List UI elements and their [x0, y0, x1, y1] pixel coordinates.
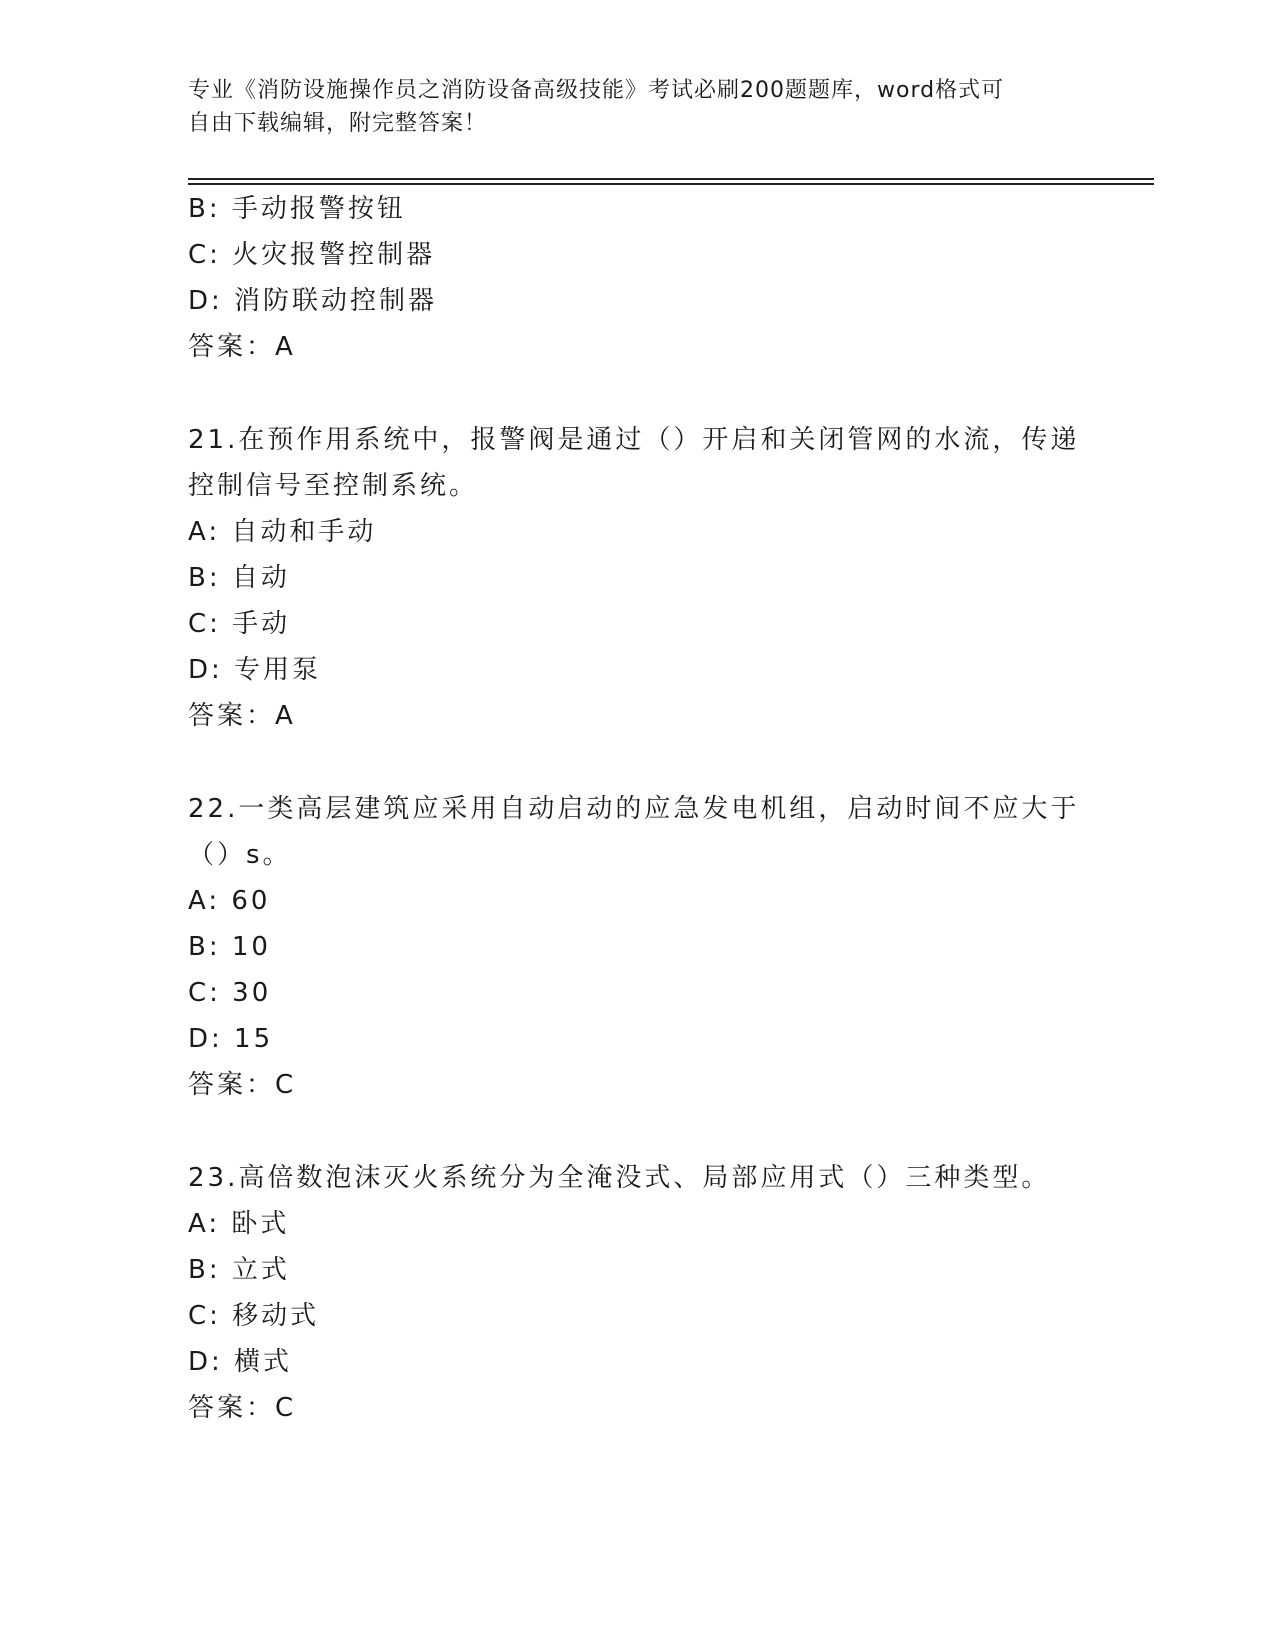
option-d: D: 专用泵 — [188, 655, 322, 685]
header-line-2: 自由下载编辑，附完整答案！ — [188, 111, 488, 136]
question-text-line-2: （）s。 — [188, 840, 292, 870]
option-b: B: 立式 — [188, 1255, 290, 1285]
option-c: C: 手动 — [188, 609, 291, 639]
option-c: C: 30 — [188, 978, 272, 1008]
document-header — [188, 74, 1068, 140]
question-text-line-1: 23.高倍数泡沫灭火系统分为全淹没式、局部应用式（）三种类型。 — [188, 1163, 1051, 1193]
answer-line: 答案：C — [188, 1070, 297, 1100]
question-block-23 — [188, 1155, 1088, 1431]
answer-line: 答案：A — [188, 701, 296, 731]
question-block-22 — [188, 786, 1088, 1108]
option-d: D: 横式 — [188, 1347, 293, 1377]
option-c: C: 移动式 — [188, 1301, 320, 1331]
option-b: B: 手动报警按钮 — [188, 194, 406, 224]
header-rule-bottom — [188, 183, 1154, 185]
option-a: A: 60 — [188, 886, 271, 916]
option-d: D: 消防联动控制器 — [188, 286, 438, 316]
answer-line: 答案：C — [188, 1393, 297, 1423]
header-line-1: 专业《消防设施操作员之消防设备高级技能》考试必刷200题题库，word格式可 — [188, 78, 1005, 103]
option-c: C: 火灾报警控制器 — [188, 240, 436, 270]
question-text-line-1: 21.在预作用系统中，报警阀是通过（）开启和关闭管网的水流，传递 — [188, 425, 1080, 455]
option-a: A: 自动和手动 — [188, 517, 377, 547]
answer-line: 答案：A — [188, 332, 296, 362]
question-block-21 — [188, 417, 1088, 739]
option-b: B: 自动 — [188, 563, 290, 593]
question-list — [188, 186, 1088, 1431]
question-block-prev — [188, 186, 1088, 370]
header-rule-top — [188, 178, 1154, 180]
option-b: B: 10 — [188, 932, 271, 962]
question-text-line-1: 22.一类高层建筑应采用自动启动的应急发电机组，启动时间不应大于 — [188, 794, 1080, 824]
option-a: A: 卧式 — [188, 1209, 290, 1239]
question-text-line-2: 控制信号至控制系统。 — [188, 471, 479, 501]
option-d: D: 15 — [188, 1024, 274, 1054]
